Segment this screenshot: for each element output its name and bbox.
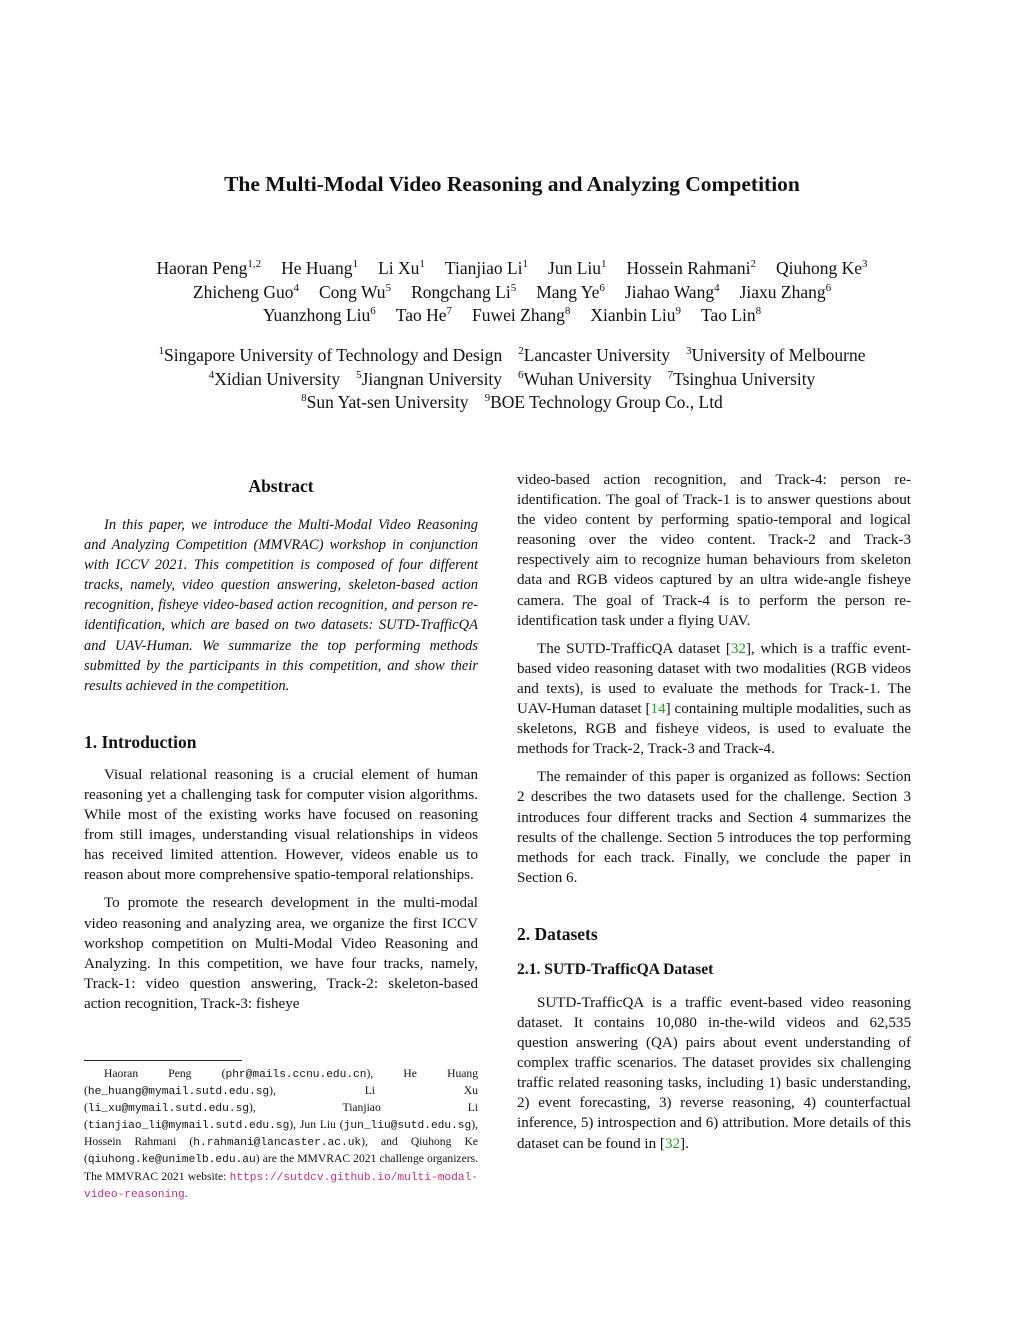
affiliation-marker: 5 [510,281,517,294]
email-link[interactable]: tianjiao_li@mymail.sutd.edu.sg [87,1120,290,1133]
affiliation-marker: 3 [862,258,868,270]
affiliation-marker: 1,2 [247,258,262,270]
abstract-heading: Abstract [248,476,314,496]
affiliation-marker: 5 [356,368,362,381]
citation-link[interactable]: 14 [650,701,666,718]
affiliation-marker: 3 [685,345,692,357]
affiliation-marker: 6 [518,368,524,381]
email-link[interactable]: phr@mails.ccnu.edu.cn [225,1069,367,1081]
affiliation-marker: 9 [484,392,491,404]
affiliation-marker: 4 [293,281,299,294]
affiliation: $^8$Sun Yat-sen University [301,392,469,412]
author-name: He Huang$^1$ [281,258,359,278]
author-name: Jiahao Wang$^4$ [624,281,720,302]
affiliation-marker: 1 [522,258,529,270]
sutd-trafficqa-heading: 2.1. SUTD-TrafficQA Dataset [517,960,714,978]
author-line [60,257,964,281]
right-paragraph-3: The remainder of this paper is organized as follows: Section 2 describes the two datasets used for the challenge. Section 3 introduces four different tracks and Section 4 summarizes the results of the challenge. Section 5 introduces the top performing methods for each track. Finally, we conclude the paper in Section 6. [517,769,911,886]
affiliation-list [60,344,964,415]
affiliation-line [60,391,964,415]
author-name: Hossein Rahmani$^2$ [626,258,756,278]
affiliation: $^9$BOE Technology Group Co., Ltd [484,392,723,412]
affiliation-marker: 4 [714,281,720,294]
affiliation-marker: 1 [158,345,165,357]
author-name: Yuanzhong Liu$^6$ [262,305,376,325]
citation-link[interactable]: 32 [730,640,746,657]
website-link[interactable]: https://sutdcv.github.io/multi-modal-video-reasoning [84,1171,478,1201]
affiliation-marker: 8 [564,305,571,317]
paper-title: The Multi-Modal Video Reasoning and Analyzing Competition [224,172,800,196]
author-line [60,281,964,305]
right-paragraph-4: SUTD-TrafficQA is a traffic event-based video reasoning dataset. It contains 10,080 in-the-wild videos and 62,535 question answering (QA) pairs about event understanding of complex traffic scenarios. The dataset provides six challenging traffic related reasoning tasks, including 1) basic understanding, 2) event forecasting, 3) reverse reasoning, 4) counterfactual inference, 5) introspection and 6) attribution. More details of this dataset can be found in [32]. [517,994,911,1152]
email-link[interactable]: he_huang@mymail.sutd.edu.sg [87,1086,270,1099]
author-name: Qiuhong Ke$^3$ [775,258,868,278]
affiliation: $^5$Jiangnan University [356,368,503,389]
author-name: Haoran Peng$^{1,2}$ [156,258,262,278]
author-name: Xianbin Liu$^9$ [590,305,681,325]
affiliation: $^3$University of Melbourne [685,345,866,365]
email-link[interactable]: jun_liu@sutd.edu.sg [343,1120,472,1133]
intro-paragraph-2: To promote the research development in the multi-modal video reasoning and analyzing area, we organize the first ICCV workshop competition on Multi-Modal Video Reasoning and Analyzing. In this competition, we have four tracks, namely, Track-1: video question answering, Track-2: skeleton-based action recognition, Track-3: fisheye [84,895,478,1012]
affiliation-marker: 6 [599,281,605,294]
affiliation-marker: 8 [301,392,307,404]
footnote-rule [84,1060,242,1061]
email-link[interactable]: li_xu@mymail.sutd.edu.sg [87,1103,250,1116]
affiliation: $^2$Lancaster University [518,345,670,365]
affiliation-marker: 8 [755,305,762,317]
affiliation-marker: 4 [208,368,215,381]
affiliation-marker: 7 [667,368,674,381]
author-name: Jiaxu Zhang$^6$ [739,281,832,302]
right-paragraph-1: video-based action recognition, and Track-4: person re-identification. The goal of Track-1 is to answer questions about the video content by performing spatio-temporal and logical reasoning over the video content. Track-2 and Track-3 respectively aim to recognize human behaviours from skeleton data and RGB videos captured by an ultra wide-angle fisheye camera. The goal of Track-4 is to perform the person re-identification task under a flying UAV. [517,472,911,629]
author-name: Li Xu$^1$ [378,258,425,278]
author-line [60,304,964,328]
email-link[interactable]: h.rahmani@lancaster.ac.uk [193,1137,362,1150]
right-column [517,470,911,1154]
author-name: Tao Lin$^8$ [700,305,762,325]
author-name: Zhicheng Guo$^4$ [192,281,299,302]
affiliation-marker: 5 [385,281,392,294]
affiliation-marker: 9 [675,305,681,317]
abstract-text: In this paper, we introduce the Multi-Modal Video Reasoning and Analyzing Competition (MMVRAC) workshop in conjunction with ICCV 2021. This competition is composed of four different tracks, namely, video question answering, skeleton-based action recognition, fisheye video-based action recognition, and person re-identification, which are based on two datasets: SUTD-TrafficQA and UAV-Human. We summarize the top performing methods submitted by the participants in this competition, and show their results achieved in the competition. [84,517,478,694]
intro-paragraph-1: Visual relational reasoning is a crucial element of human reasoning yet a challenging task for computer vision algorithms. While most of the existing works have focused on reasoning from still images, understanding visual relationships in videos has received limited attention. However, videos enable us to reason about more comprehensive spatio-temporal relationships. [84,766,478,884]
affiliation: $^1$Singapore University of Technology and Design [158,345,503,365]
email-link[interactable]: qiuhong.ke@unimelb.edu.au [87,1154,256,1167]
author-name: Jun Liu$^1$ [548,258,607,278]
affiliation: $^6$Wuhan University [518,368,652,389]
affiliation-marker: 6 [825,281,832,294]
left-column [84,470,478,1014]
affiliation-marker: 1 [601,258,607,270]
affiliation-marker: 2 [750,258,756,270]
author-name: Fuwei Zhang$^8$ [472,305,571,325]
affiliation-line [60,344,964,368]
affiliation-line [60,368,964,392]
right-paragraph-2: The SUTD-TrafficQA dataset [32], which is a traffic event-based video reasoning dataset with two modalities (RGB videos and texts), is used to evaluate the methods for Track-1. The UAV-Human dataset [14] containing multiple modalities, such as skeletons, RGB and fisheye videos, is used to evaluate the methods for Track-2, Track-3 and Track-4. [517,640,912,758]
affiliation-marker: 1 [419,258,425,270]
affiliation-marker: 6 [370,305,376,317]
introduction-heading: 1. Introduction [84,731,197,752]
author-name: Tianjiao Li$^1$ [444,258,529,278]
author-name: Cong Wu$^5$ [319,281,392,302]
author-name: Tao He$^7$ [395,305,453,325]
affiliation-marker: 7 [446,305,453,317]
affiliation: $^4$Xidian University [208,368,341,389]
affiliation-marker: 2 [518,345,524,357]
author-name: Rongchang Li$^5$ [411,281,517,302]
author-list [60,257,964,328]
datasets-heading: 2. Datasets [517,923,598,944]
footnote: Haoran Peng (phr@mails.ccnu.edu.cn), He Huang (he_huang@mymail.sutd.edu.sg), Li Xu (li_xu@mymail.sutd.edu.sg), Tianjiao Li (tianjiao_li@mymail.sutd.edu.sg), Jun Liu (jun_liu@sutd.edu.sg), Hossein Rahmani (h.rahmani@lancaster.ac.uk), and Qiuhong Ke (qiuhong.ke@unimelb.edu.au) are the MMVRAC 2021 challenge organizers. The MMVRAC 2021 website: https://sutdcv.github.io/multi-modal-video-reasoning. [84,1067,479,1201]
author-name: Mang Ye$^6$ [536,281,605,302]
affiliation-marker: 1 [352,258,359,270]
affiliation: $^7$Tsinghua University [667,368,816,389]
citation-link[interactable]: 32 [664,1135,681,1152]
